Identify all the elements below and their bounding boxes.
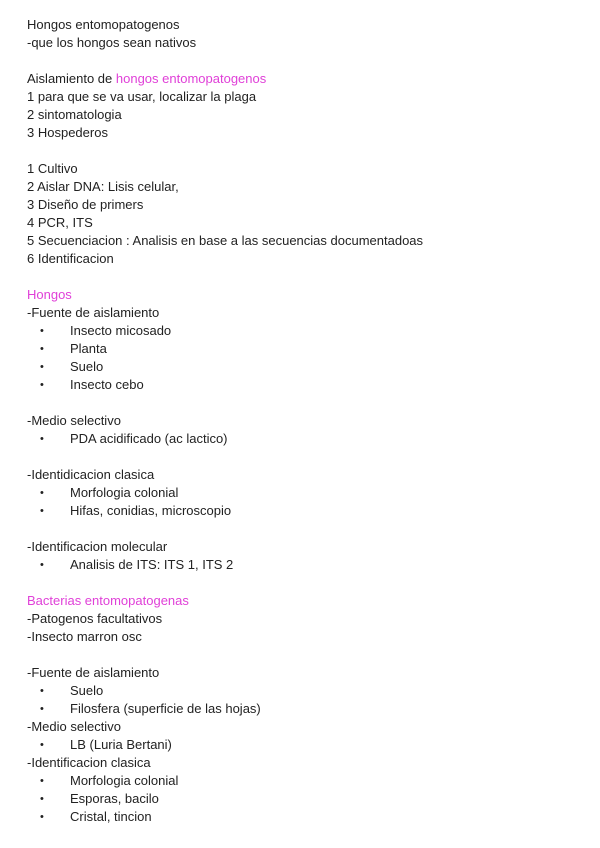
list-item-text: Filosfera (superficie de las hojas) — [70, 701, 261, 716]
list-item — [27, 430, 580, 448]
spacer — [27, 520, 580, 538]
list-item-text: Morfologia colonial — [70, 773, 179, 788]
spacer — [27, 646, 580, 664]
list-item-text: Morfologia colonial — [70, 485, 179, 500]
list-item-text: Cristal, tincion — [70, 809, 152, 824]
bullet-icon: • — [40, 379, 44, 391]
bacterias-heading: Bacterias entomopatogenas — [27, 593, 189, 608]
list-item — [27, 484, 580, 502]
bacterias-note: -Insecto marron osc — [27, 629, 142, 644]
hongos-molecular-label: -Identificacion molecular — [27, 539, 168, 554]
list-item — [27, 700, 580, 718]
hongos-medio-label: -Medio selectivo — [27, 413, 121, 428]
aislamiento-heading — [27, 70, 580, 88]
spacer — [27, 448, 580, 466]
bullet-icon: • — [40, 361, 44, 373]
list-item — [27, 808, 580, 826]
list-item — [27, 340, 580, 358]
list-item-text: PDA acidificado (ac lactico) — [70, 431, 228, 446]
list-item — [27, 322, 580, 340]
list-item — [27, 556, 580, 574]
list-item-text: Esporas, bacilo — [70, 791, 159, 806]
bacterias-note: -Patogenos facultativos — [27, 611, 163, 626]
list-item-text: Insecto cebo — [70, 377, 144, 392]
bullet-icon: • — [40, 487, 44, 499]
aislamiento-step: 2 sintomatologia — [27, 107, 122, 122]
list-item — [27, 502, 580, 520]
list-item-text: Hifas, conidias, microscopio — [70, 503, 232, 518]
procedimiento-step: 6 Identificacion — [27, 251, 114, 266]
intro-note: -que los hongos sean nativos — [27, 35, 197, 50]
spacer — [27, 394, 580, 412]
bullet-icon: • — [40, 811, 44, 823]
list-item-text: Planta — [70, 341, 107, 356]
aislamiento-step: 1 para que se va usar, localizar la plaga — [27, 89, 257, 104]
aislamiento-highlight: hongos entomopatogenos — [115, 71, 267, 86]
bullet-icon: • — [40, 793, 44, 805]
bullet-icon: • — [40, 325, 44, 337]
bullet-icon: • — [40, 739, 44, 751]
bacterias-medio-label: -Medio selectivo — [27, 719, 121, 734]
procedimiento-step: 2 Aislar DNA: Lisis celular, — [27, 179, 179, 194]
procedimiento-step: 4 PCR, ITS — [27, 215, 93, 230]
bullet-icon: • — [40, 559, 44, 571]
bullet-icon: • — [40, 775, 44, 787]
procedimiento-step: 5 Secuenciacion : Analisis en base a las secuencias documentadoas — [27, 233, 424, 248]
bullet-icon: • — [40, 505, 44, 517]
aislamiento-prefix: Aislamiento de — [27, 71, 116, 86]
list-item-text: LB (Luria Bertani) — [70, 737, 172, 752]
list-item — [27, 682, 580, 700]
aislamiento-step: 3 Hospederos — [27, 125, 108, 140]
hongos-clasica-label: -Identidicacion clasica — [27, 467, 155, 482]
hongos-fuente-label: -Fuente de aislamiento — [27, 305, 160, 320]
document-page — [27, 16, 580, 826]
list-item — [27, 772, 580, 790]
list-item — [27, 736, 580, 754]
bacterias-fuente-label: -Fuente de aislamiento — [27, 665, 160, 680]
spacer — [27, 52, 580, 70]
bullet-icon: • — [40, 685, 44, 697]
spacer — [27, 574, 580, 592]
bullet-icon: • — [40, 703, 44, 715]
spacer — [27, 142, 580, 160]
bullet-icon: • — [40, 343, 44, 355]
hongos-heading: Hongos — [27, 287, 72, 302]
list-item-text: Suelo — [70, 359, 104, 374]
list-item-text: Insecto micosado — [70, 323, 172, 338]
list-item — [27, 358, 580, 376]
list-item-text: Analisis de ITS: ITS 1, ITS 2 — [70, 557, 234, 572]
bullet-icon: • — [40, 433, 44, 445]
list-item — [27, 376, 580, 394]
document-title: Hongos entomopatogenos — [27, 17, 180, 32]
list-item — [27, 790, 580, 808]
bacterias-clasica-label: -Identificacion clasica — [27, 755, 151, 770]
procedimiento-step: 1 Cultivo — [27, 161, 78, 176]
spacer — [27, 268, 580, 286]
list-item-text: Suelo — [70, 683, 104, 698]
procedimiento-step: 3 Diseño de primers — [27, 197, 144, 212]
